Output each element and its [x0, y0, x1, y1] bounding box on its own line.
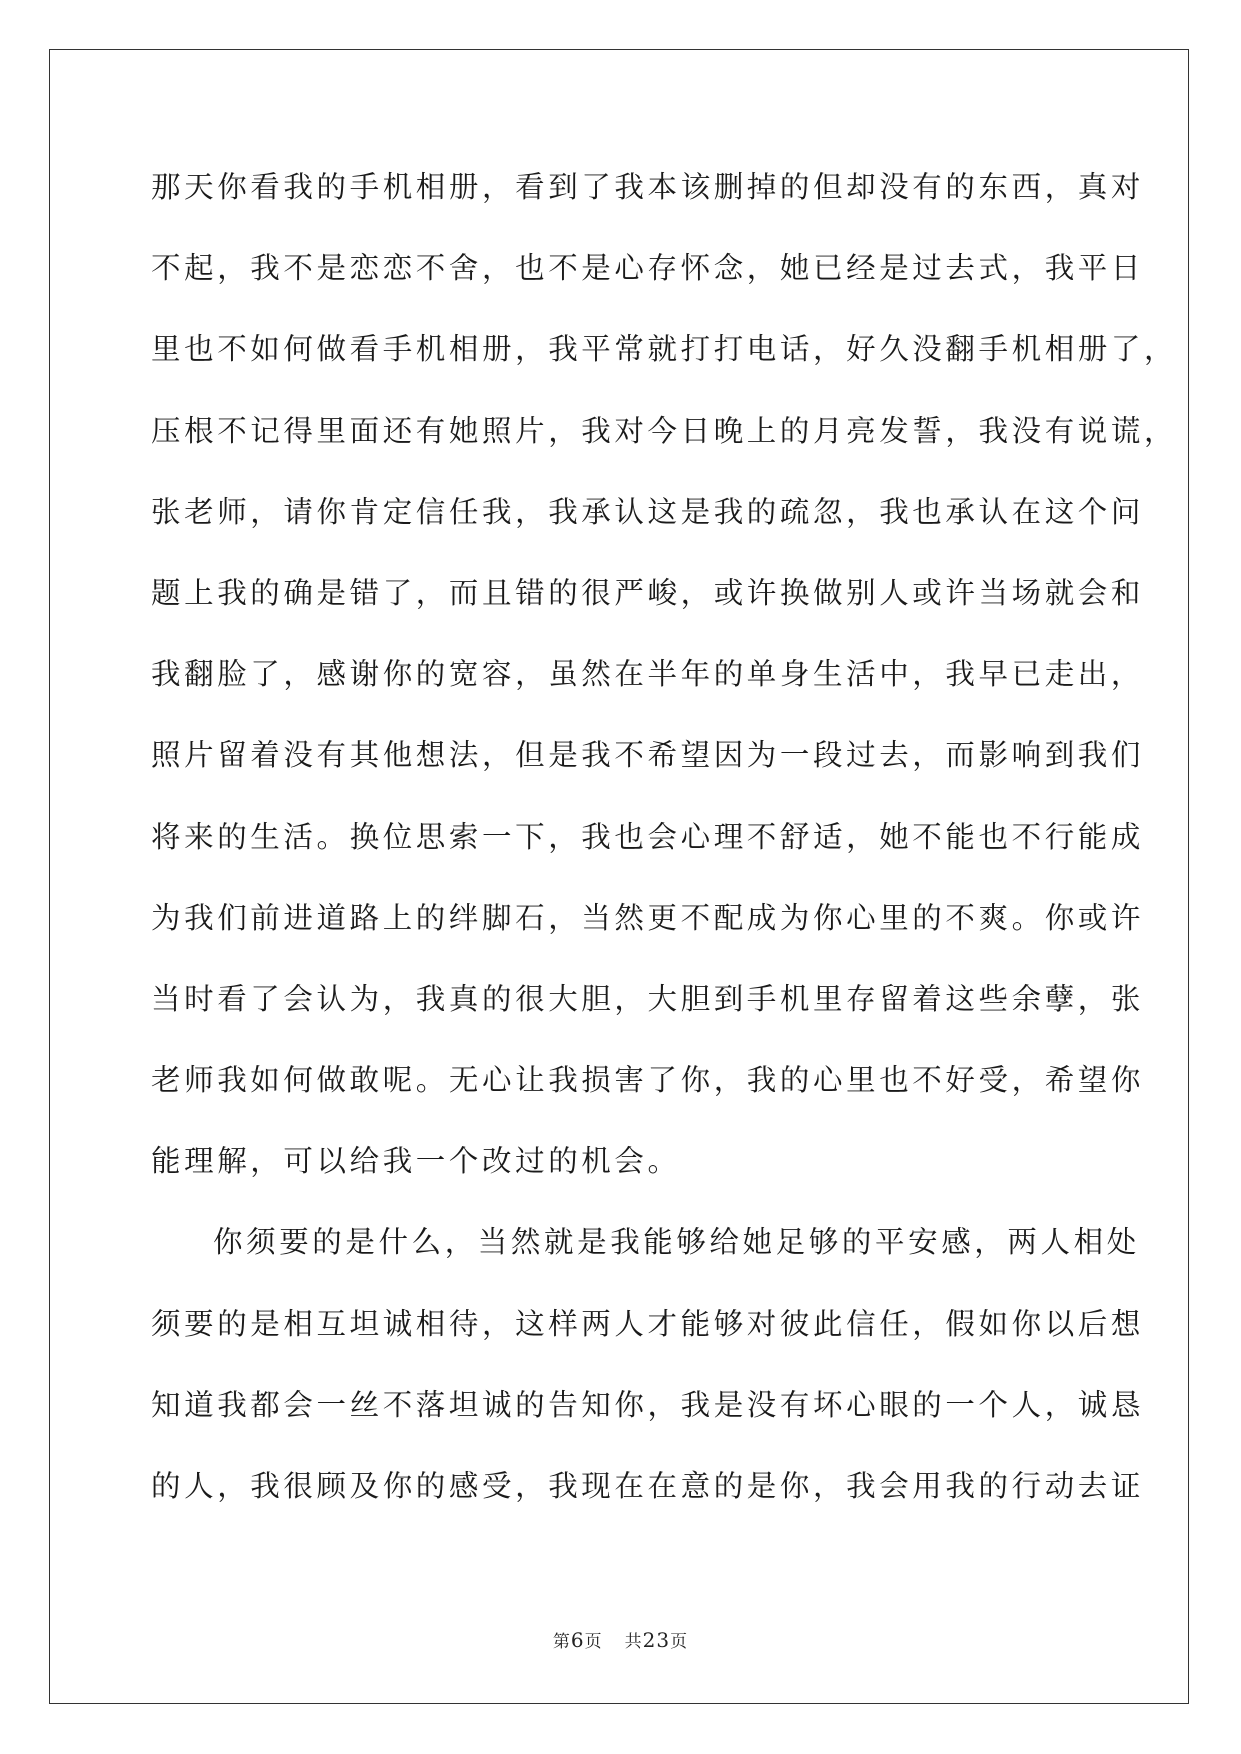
page-suffix: 页: [584, 1632, 603, 1652]
text-line: 压根不记得里面还有她照片，我对今日晚上的月亮发誓，我没有说谎，: [151, 413, 1178, 448]
text-line: 题上我的确是错了，而且错的很严峻，或许换做别人或许当场就会和: [151, 575, 1145, 610]
text-line: 你须要的是什么，当然就是我能够给她足够的平安感，两人相处: [213, 1225, 1140, 1260]
text-line: 须要的是相互坦诚相待，这样两人才能够对彼此信任，假如你以后想: [151, 1306, 1145, 1341]
paragraph-1: [151, 160, 1178, 1215]
text-line: 那天你看我的手机相册，看到了我本该删掉的但却没有的东西，真对: [151, 170, 1145, 204]
text-line: 张老师，请你肯定信任我，我承认这是我的疏忽，我也承认在这个问: [151, 494, 1145, 529]
total-suffix: 页: [670, 1632, 689, 1652]
text-line: 老师我如何做敢呢。无心让我损害了你，我的心里也不好受，希望你: [151, 1063, 1145, 1098]
page-number: 6: [570, 1628, 585, 1652]
text-line: 里也不如何做看手机相册，我平常就打打电话，好久没翻手机相册了，: [151, 332, 1178, 367]
paragraph-2: [151, 1215, 1145, 1540]
text-line: 知道我都会一丝不落坦诚的告知你，我是没有坏心眼的一个人，诚恳: [151, 1387, 1145, 1422]
text-line: 我翻脸了，感谢你的宽容，虽然在半年的单身生活中，我早已走出，: [151, 657, 1145, 692]
text-line: 将来的生活。换位思索一下，我也会心理不舒适，她不能也不行能成: [151, 819, 1145, 854]
text-line: 不起，我不是恋恋不舍，也不是心存怀念，她已经是过去式，我平日: [151, 251, 1145, 286]
text-line: 照片留着没有其他想法，但是我不希望因为一段过去，而影响到我们: [151, 738, 1145, 773]
document-body: [151, 160, 1178, 1540]
text-line: 为我们前进道路上的绊脚石，当然更不配成为你心里的不爽。你或许: [151, 900, 1145, 935]
text-line: 的人，我很顾及你的感受，我现在在意的是你，我会用我的行动去证: [151, 1469, 1145, 1503]
total-prefix: 共: [624, 1632, 643, 1652]
page-footer: [0, 1627, 1241, 1652]
total-pages: 23: [642, 1628, 671, 1652]
page-prefix: 第: [552, 1632, 571, 1652]
text-line: 当时看了会认为，我真的很大胆，大胆到手机里存留着这些余孽，张: [151, 981, 1145, 1016]
text-line: 能理解，可以给我一个改过的机会。: [151, 1144, 681, 1179]
